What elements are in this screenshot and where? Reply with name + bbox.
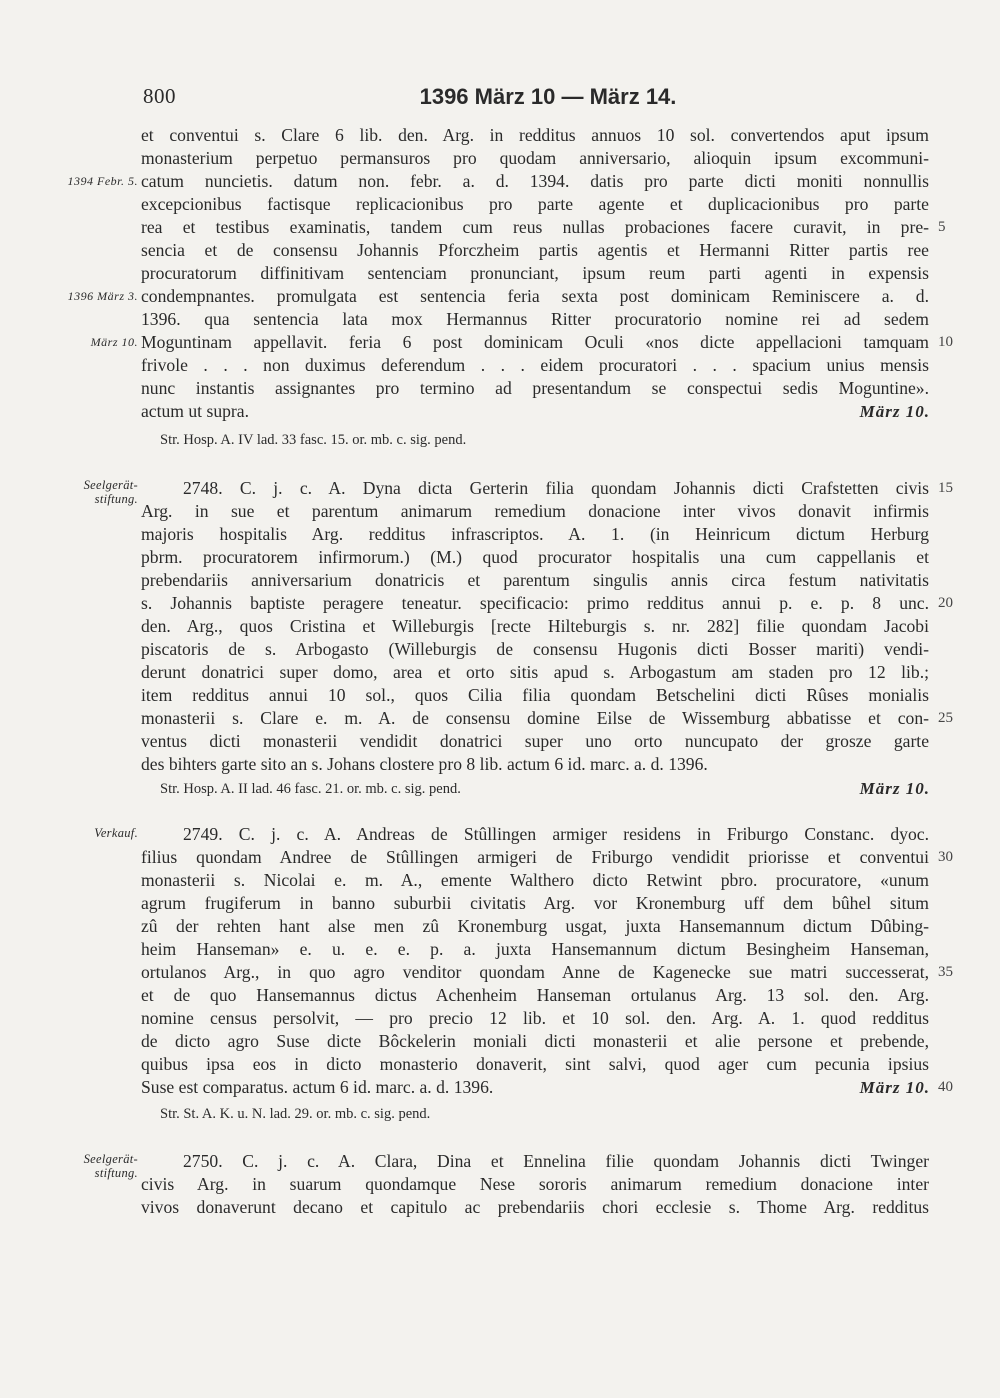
text-line: item redditus annui 10 sol., quos Cilia filia quondam Betschelini dicti Rûses monialis — [141, 685, 929, 705]
text-line: ventus dicti monasterii vendidit donatrici super uno orto nuncupato der grosze garte — [141, 731, 929, 751]
text-line: civis Arg. in suarum quondamque Nese sororis animarum remedium donacione inter — [141, 1174, 929, 1194]
text-line: monasterium perpetuo permansuros pro quodam anniversario, alioquin ipsum excommuni- — [141, 148, 929, 168]
text-line: et de quo Hansemannus dictus Achenheim Hanseman ortulanus Arg. 13 sol. den. Arg. — [141, 985, 929, 1005]
text-line: agrum frugiferum in banno suburbii civitatis Arg. vor Kronemburg uff dem bûhel situm — [141, 893, 929, 913]
line-number: 20 — [938, 595, 953, 611]
margin-label-line: Seelgerät- — [83, 478, 138, 492]
text-line: pbrm. procuratorem infirmorum.) (M.) quod procurator hospitalis una cum cappellanis et — [141, 547, 929, 567]
line-number: 5 — [938, 219, 946, 235]
source-citation: Str. Hosp. A. II lad. 46 fasc. 21. or. mb. c. sig. pend. — [160, 781, 461, 797]
running-head: 1396 März 10 — März 14. — [419, 84, 677, 109]
text-line: s. Johannis baptiste peragere teneatur. specificacio: primo redditus annui p. e. p. 8 unc. — [141, 593, 929, 613]
text-line: zû der rehten hant alse men zû Kronemburg usgat, juxta Hansemannum dictum Dûbing- — [141, 916, 929, 936]
margin-date: März 10. — [90, 335, 138, 349]
text-line: sencia et de consensu Johannis Pforczheim partis agentis et Hermanni Ritter partis ree — [141, 240, 929, 260]
text-line: quibus ipsa eos in dicto monasterio donaverit, sint salvi, quod ager cum pecunia ipsius — [141, 1054, 929, 1074]
text-line: monasterii s. Clare e. m. A. de consensu domine Eilse de Wissemburg abbatisse et con- — [141, 708, 929, 728]
line-number: 10 — [938, 334, 953, 350]
text-line: den. Arg., quos Cristina et Willeburgis [recte Hilteburgis s. nr. 282] filie quondam Jacobi — [141, 616, 929, 636]
entry-date: März 10. — [859, 779, 930, 798]
text-line: 2750. C. j. c. A. Clara, Dina et Ennelina filie quondam Johannis dicti Twinger — [183, 1151, 929, 1171]
text-line: de dicto agro Suse dicte Bôckelerin moniali dicti monasterii et alie persone et prebende, — [141, 1031, 929, 1051]
text-line: Moguntinam appellavit. feria 6 post dominicam Oculi «nos dicte appellacioni tamquam — [141, 332, 929, 352]
text-line: des bihters garte sito an s. Johans clostere pro 8 lib. actum 6 id. marc. a. d. 1396. — [141, 754, 708, 774]
text-line: majoris hospitalis Arg. redditus infrascriptos. A. 1. (in Heinricum dictum Herburg — [141, 524, 929, 544]
margin-label — [44, 478, 138, 506]
margin-label — [44, 1152, 138, 1180]
entry-date: März 10. — [859, 1078, 930, 1097]
text-line: 1396. qua sentencia lata mox Hermannus Ritter procuratorio nomine rei ad sedem — [141, 309, 929, 329]
text-line: Arg. in sue et parentum animarum remedium donacione inter vivos donavit infirmis — [141, 501, 929, 521]
margin-label-line: Seelgerät- — [83, 1152, 138, 1166]
line-number: 15 — [938, 480, 953, 496]
margin-label-line: stiftung. — [94, 1166, 138, 1180]
text-line: catum nuncietis. datum non. febr. a. d. 1394. datis pro parte dicti moniti nonnullis — [141, 171, 929, 191]
text-line: 2748. C. j. c. A. Dyna dicta Gerterin filia quondam Johannis dicti Crafstetten civis — [183, 478, 929, 498]
text-line: nomine census persolvit, — pro precio 12 lib. et 10 sol. den. Arg. A. 1. quod redditus — [141, 1008, 929, 1028]
text-line: prebendariis anniversarium donatricis et parentum singulis annis circa festum nativitatis — [141, 570, 929, 590]
text-line: frivole . . . non duximus deferendum . . . eidem procuratori . . . spacium unius mensis — [141, 355, 929, 375]
text-line: filius quondam Andree de Stûllingen armigeri de Friburgo vendidit priorisse et conventui — [141, 847, 929, 867]
margin-label-line: Verkauf. — [94, 826, 138, 840]
line-number: 30 — [938, 849, 953, 865]
source-citation: Str. St. A. K. u. N. lad. 29. or. mb. c. sig. pend. — [160, 1106, 431, 1122]
text-line: vivos donaverunt decano et capitulo ac prebendariis chori ecclesie s. Thome Arg. redditus — [141, 1197, 929, 1217]
line-number: 35 — [938, 964, 953, 980]
text-line: Suse est comparatus. actum 6 id. marc. a. d. 1396. — [141, 1077, 494, 1097]
text-line: actum ut supra. — [141, 401, 249, 421]
text-line: heim Hanseman» e. u. e. e. p. a. juxta Hansemannum dictum Besingheim Hanseman, — [141, 939, 929, 959]
line-number: 40 — [938, 1079, 953, 1095]
margin-label-line: stiftung. — [94, 492, 138, 506]
source-citation: Str. Hosp. A. IV lad. 33 fasc. 15. or. mb. c. sig. pend. — [160, 432, 467, 448]
text-line: nunc instantis assignantes pro termino ad presentandum se conspectui sedis Moguntine». — [141, 378, 929, 398]
text-line: monasterii s. Nicolai e. m. A., emente Walthero dicto Retwint pbro. procuratore, «unum — [141, 870, 929, 890]
text-line: rea et testibus examinatis, tandem cum reus nullas probaciones facere curavit, in pre- — [141, 217, 929, 237]
text-line: condempnantes. promulgata est sentencia feria sexta post dominicam Reminiscere a. d. — [141, 286, 929, 306]
page-number: 800 — [143, 84, 176, 108]
text-line: et conventui s. Clare 6 lib. den. Arg. in redditus annuos 10 sol. convertendos aput ipsum — [141, 125, 929, 145]
text-line: excepcionibus factisque replicacionibus pro parte agente et duplicacionibus pro parte — [141, 194, 929, 214]
margin-label — [44, 826, 138, 840]
line-number: 25 — [938, 710, 953, 726]
margin-date: 1396 März 3. — [67, 289, 138, 303]
margin-date: 1394 Febr. 5. — [67, 174, 138, 188]
text-line: ortulanos Arg., in quo agro venditor quondam Anne de Kagenecke sue matri successerat, — [141, 962, 929, 982]
text-line: derunt donatrici super domo, area et orto sitis apud s. Arbogastum am staden pro 12 lib.; — [141, 662, 929, 682]
text-line: procuratorum diffinitivam sentenciam pronunciant, ipsum reum parti agenti in expensis — [141, 263, 929, 283]
entry-date: März 10. — [859, 402, 930, 421]
text-line: piscatoris de s. Arbogasto (Willeburgis de consensu Hugonis dicti Bosser mariti) vendi- — [141, 639, 929, 659]
text-line: 2749. C. j. c. A. Andreas de Stûllingen armiger residens in Friburgo Constanc. dyoc. — [183, 824, 929, 844]
